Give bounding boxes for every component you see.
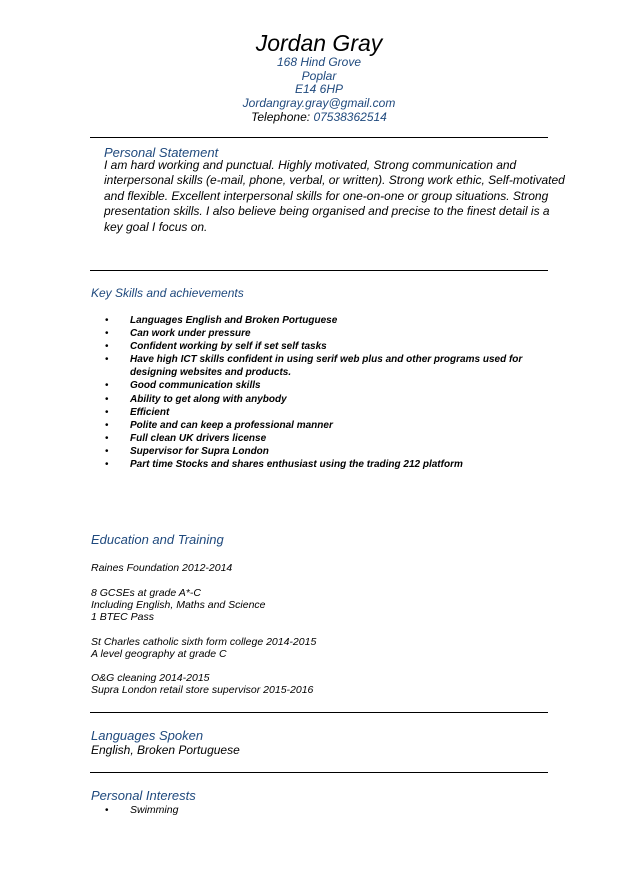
list-item: • Languages English and Broken Portuguese <box>105 315 338 326</box>
divider <box>90 137 548 138</box>
divider <box>90 270 548 271</box>
education-heading: Education and Training <box>91 532 224 547</box>
postcode: E14 6HP <box>294 82 344 96</box>
bullet-icon: • <box>105 406 109 418</box>
bullet-icon: • <box>105 459 109 471</box>
list-item: • Supervisor for Supra London <box>105 445 269 457</box>
education-line: Raines Foundation 2012-2014 <box>91 562 233 574</box>
telephone-label: Telephone: <box>251 110 311 124</box>
bullet-icon: • <box>105 328 109 340</box>
personal-statement-body: I am hard working and punctual. Highly motivated, Strong communication and interpersonal skills (e-mail, phone, verbal, or written). Strong work ethic, Self-motivated and flexible. Excellent interpersonal skills for one-on-one or group situations. Strong presentation skills. I also believe being organised and precise to the finest detail is a key goal I focus on. <box>104 158 565 234</box>
bullet-icon: • <box>105 354 109 366</box>
list-item: • Have high ICT skills confident in using serif web plus and other programs used for designing websites and products. <box>105 354 523 379</box>
list-item: • Efficient <box>105 406 170 418</box>
bullet-icon: • <box>105 445 109 457</box>
telephone <box>0 110 638 124</box>
list-item: • Confident working by self if set self tasks <box>105 341 327 353</box>
email-link[interactable]: Jordangray.gray@gmail.com <box>242 96 396 110</box>
list-item: • Polite and can keep a professional manner <box>105 419 333 431</box>
education-line: Including English, Maths and Science <box>91 599 266 611</box>
personal-statement-heading: Personal Statement <box>104 145 219 160</box>
list-item: • Part time Stocks and shares enthusiast using the trading 212 platform <box>105 459 463 471</box>
telephone-number: 07538362514 <box>313 110 387 124</box>
list-item: • Full clean UK drivers license <box>105 432 267 444</box>
bullet-icon: • <box>105 380 109 392</box>
candidate-name: Jordan Gray <box>255 30 383 56</box>
list-item: • Ability to get along with anybody <box>105 393 287 405</box>
key-skills-heading: Key Skills and achievements <box>91 286 244 300</box>
languages-body: English, Broken Portuguese <box>91 743 240 757</box>
bullet-icon: • <box>105 393 109 405</box>
languages-heading: Languages Spoken <box>91 728 204 743</box>
education-line: St Charles catholic sixth form college 2014-2015 <box>91 636 317 648</box>
list-item: • Good communication skills <box>105 380 261 392</box>
bullet-icon: • <box>105 805 109 816</box>
divider <box>90 772 548 773</box>
address-line-1: 168 Hind Grove <box>276 55 362 69</box>
education-line: A level geography at grade C <box>91 648 227 660</box>
education-line: 1 BTEC Pass <box>91 611 155 623</box>
bullet-icon: • <box>105 315 109 326</box>
bullet-icon: • <box>105 341 109 353</box>
education-line: Supra London retail store supervisor 2015-2016 <box>91 684 314 696</box>
interests-list <box>105 804 178 817</box>
list-item: • Can work under pressure <box>105 328 251 340</box>
bullet-icon: • <box>105 419 109 431</box>
list-item: • Swimming <box>105 804 179 816</box>
education-line: O&G cleaning 2014-2015 <box>91 672 210 684</box>
divider <box>90 712 548 713</box>
interests-heading: Personal Interests <box>91 788 196 803</box>
key-skills-list <box>105 314 555 471</box>
education-line: 8 GCSEs at grade A*-C <box>91 587 201 599</box>
address-line-2: Poplar <box>301 69 337 83</box>
bullet-icon: • <box>105 432 109 444</box>
